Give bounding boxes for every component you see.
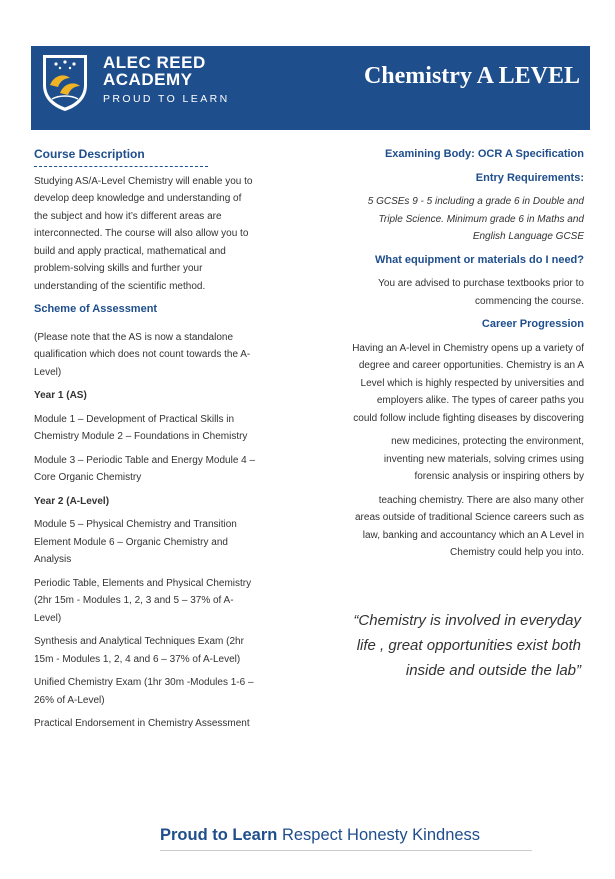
entry-requirements-heading: Entry Requirements: <box>475 171 584 184</box>
entry-requirements-text: 5 GCSEs 9 - 5 including a grade 6 in Double and Triple Science. Minimum grade 6 in Maths and English Language GCSE <box>367 196 584 242</box>
academy-crest-icon <box>39 51 91 113</box>
footer-motto: Proud to Learn <box>160 826 278 844</box>
brand-tagline: PROUD TO LEARN <box>103 93 230 105</box>
year1-heading: Year 1 (AS) <box>34 390 87 401</box>
equipment-heading: What equipment or materials do I need? <box>374 253 584 266</box>
year1-paragraph: Module 3 – Periodic Table and Energy Module 4 – Core Organic Chemistry <box>34 454 256 483</box>
career-paragraph: new medicines, protecting the environment, inventing new materials, solving crimes using forensic analysis or inspiring others by <box>383 436 584 482</box>
brand-name-line2: ACADEMY <box>103 70 193 89</box>
year1-paragraph: Module 1 – Development of Practical Skills in Chemistry Module 2 – Foundations in Chemistry <box>34 413 248 442</box>
year2-heading: Year 2 (A-Level) <box>34 495 110 507</box>
footer-values <box>160 826 532 851</box>
year2-paragraph: Practical Endorsement in Chemistry Assessment <box>34 718 250 729</box>
career-paragraph: Having an A-level in Chemistry opens up a variety of degree and career opportunities. Chemistry is an A Level which is highly respected by universities and employers alike. The types of career paths you could follow include fighting diseases by discovering <box>352 342 584 424</box>
right-column <box>352 146 584 562</box>
year2-paragraph: Periodic Table, Elements and Physical Chemistry (2hr 15m - Modules 1, 2, 3 and 5 – 37% of A-Level) <box>34 577 252 624</box>
year2-paragraph: Module 5 – Physical Chemistry and Transition Element Module 6 – Organic Chemistry and Analysis <box>34 519 237 565</box>
scheme-note: (Please note that the AS is now a standalone qualification which does not count towards the A-Level) <box>34 331 251 378</box>
header-banner <box>31 46 590 130</box>
course-description-heading: Course Description <box>34 146 208 167</box>
left-column <box>34 146 256 733</box>
examining-body: Examining Body: OCR A Specification <box>384 148 584 160</box>
career-heading: Career Progression <box>481 318 584 330</box>
year2-paragraph: Synthesis and Analytical Techniques Exam (2hr 15m - Modules 1, 2, 4 and 6 – 37% of A-Level) <box>34 636 244 665</box>
career-paragraph: teaching chemistry. There are also many other areas outside of traditional Science careers such as law, banking and accountancy which an A Level in Chemistry could help you into. <box>354 494 584 558</box>
equipment-text: You are advised to purchase textbooks prior to commencing the course. <box>378 278 584 307</box>
scheme-heading: Scheme of Assessment <box>34 303 158 315</box>
footer-values-text: Respect Honesty Kindness <box>281 826 481 844</box>
chemistry-quote: “Chemistry is involved in everyday life , great opportunities exist both inside and outside the lab” <box>353 612 581 679</box>
year2-paragraph: Unified Chemistry Exam (1hr 30m -Modules 1-6 – 26% of A-Level) <box>34 677 254 706</box>
course-description-text: Studying AS/A-Level Chemistry will enable you to develop deep knowledge and understanding of the subject and how it’s different areas are interconnected. The course will also allow you to build and apply practical, mathematical and problem-solving skills and further your understanding of the scientific method. <box>34 175 253 292</box>
brand-name-line1: ALEC REED <box>103 53 206 72</box>
page-title: Chemistry A LEVEL <box>363 63 580 89</box>
